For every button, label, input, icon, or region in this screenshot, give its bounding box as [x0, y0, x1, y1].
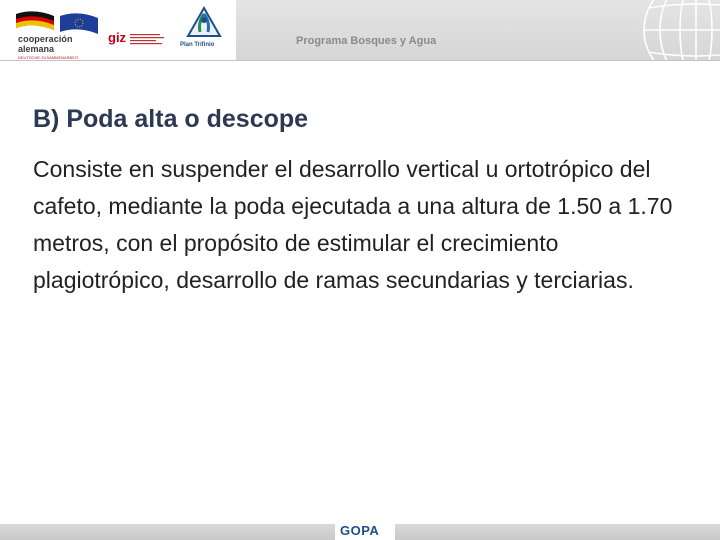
trifinio-emblem-icon	[184, 6, 224, 42]
partner-logos	[0, 0, 236, 60]
giz-text: giz	[108, 30, 127, 45]
slide-body-text: Consiste en suspender el desarrollo vertical u ortotrópico del cafeto, mediante la poda ejecutada a una altura de 1.50 a 1.70 metros, con el propósito de estimular el crecimiento plagiotrópico, desarrollo de ramas secundarias y terciarias.	[33, 156, 673, 293]
plan-trifinio-logo	[176, 4, 232, 58]
deutsche-zusammenarbeit-text: DEUTSCHE ZUSAMMENARBEIT	[18, 55, 79, 60]
gopa-logo: GOPA	[340, 523, 380, 538]
plan-trifinio-text: Plan Trifinio	[180, 42, 215, 48]
cooperacion-text: cooperación	[18, 34, 73, 44]
slide-title: B) Poda alta o descope	[33, 105, 309, 133]
globe-icon	[626, 0, 720, 60]
slide-header	[0, 0, 720, 61]
giz-logo	[108, 30, 168, 50]
giz-fineprint-icon	[130, 33, 166, 47]
cooperacion-alemana-logo	[6, 4, 102, 58]
alemana-text: alemana	[18, 44, 55, 54]
program-title: Programa Bosques y Agua	[296, 35, 437, 47]
